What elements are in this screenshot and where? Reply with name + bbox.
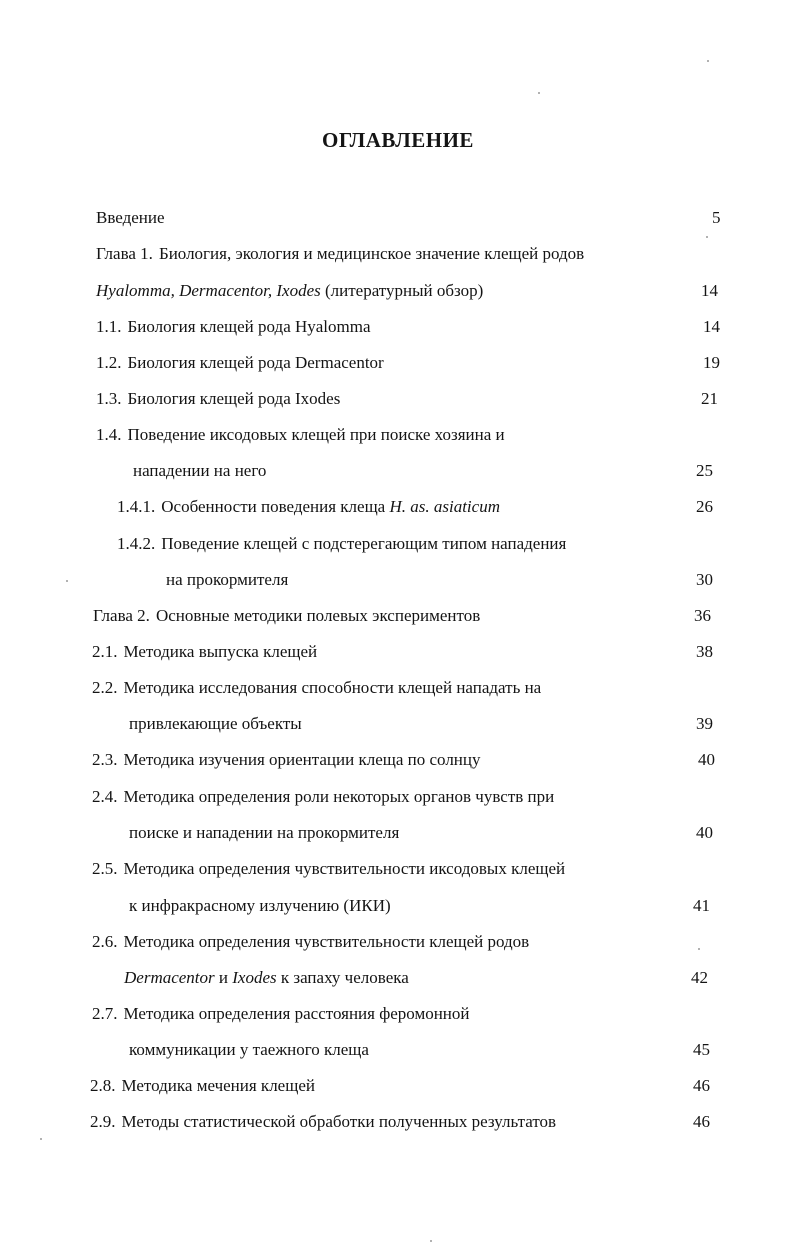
toc-entry-text: Основные методики полевых экспериментов xyxy=(155,606,481,625)
toc-entry-1-1[interactable] xyxy=(96,315,371,339)
toc-species-name: H. as. asiaticum xyxy=(389,497,500,516)
scan-speck xyxy=(66,580,68,582)
toc-entry-number: 2.8. xyxy=(90,1076,116,1095)
toc-entry-number: 2.9. xyxy=(90,1112,116,1131)
toc-page-number: 40 xyxy=(696,823,713,842)
toc-entry-2-2[interactable] xyxy=(92,676,541,700)
toc-genus-name: Dermacentor xyxy=(124,968,215,987)
scan-speck xyxy=(706,236,708,238)
toc-entry-number: 1.4.1. xyxy=(117,497,156,516)
toc-entry-text: (литературный обзор) xyxy=(320,281,484,300)
toc-page-number: 30 xyxy=(696,570,713,589)
toc-entry-1-4[interactable] xyxy=(96,423,505,447)
toc-entry-2-6[interactable] xyxy=(92,930,529,954)
toc-page-number: 14 xyxy=(703,317,720,336)
toc-genus-name: Ixodes xyxy=(232,968,277,987)
toc-entry-2-2-continued xyxy=(129,712,302,736)
toc-entry-text: Биология клещей рода Hyalomma xyxy=(127,317,371,336)
toc-entry-text: Поведение клещей с подстерегающим типом нападения xyxy=(161,534,567,553)
toc-entry-1-4-2-continued xyxy=(166,568,288,592)
toc-entry-2-9[interactable] xyxy=(90,1110,556,1134)
toc-entry-number: 2.4. xyxy=(92,787,118,806)
toc-entry-chapter-2[interactable] xyxy=(93,604,480,628)
toc-entry-text: Методика мечения клещей xyxy=(121,1076,315,1095)
toc-page-number: 26 xyxy=(696,497,713,516)
toc-entry-2-4-continued xyxy=(129,821,399,845)
toc-entry-number: 1.1. xyxy=(96,317,122,336)
toc-entry-intro[interactable] xyxy=(96,206,165,230)
page-title: ОГЛАВЛЕНИЕ xyxy=(322,128,474,152)
toc-entry-2-8[interactable] xyxy=(90,1074,315,1098)
toc-entry-number: 1.3. xyxy=(96,389,122,408)
toc-entry-text: к запаху человека xyxy=(276,968,409,987)
toc-entry-text: Методика определения чувствительности иксодовых клещей xyxy=(123,859,566,878)
toc-entry-text: Методика исследования способности клещей нападать на xyxy=(123,678,542,697)
toc-page-number: 21 xyxy=(701,389,718,408)
toc-entry-text: Поведение иксодовых клещей при поиске хозяина и xyxy=(127,425,505,444)
toc-page-number: 19 xyxy=(703,353,720,372)
scan-speck xyxy=(707,60,709,62)
toc-entry-number: Глава 2. xyxy=(93,606,150,625)
toc-page-number: 38 xyxy=(696,642,713,661)
toc-entry-chapter-1[interactable] xyxy=(96,242,584,266)
toc-entry-text: Методы статистической обработки полученных результатов xyxy=(121,1112,557,1131)
toc-page-number: 45 xyxy=(693,1040,710,1059)
toc-entry-2-3[interactable] xyxy=(92,748,481,772)
toc-entry-1-4-1[interactable] xyxy=(117,495,500,519)
toc-entry-text: Методика выпуска клещей xyxy=(123,642,318,661)
toc-page-number: 14 xyxy=(701,281,718,300)
toc-entry-number: 2.6. xyxy=(92,932,118,951)
toc-entry-text: Биология клещей рода Ixodes xyxy=(127,389,341,408)
toc-entry-1-2[interactable] xyxy=(96,351,384,375)
toc-entry-number: 2.3. xyxy=(92,750,118,769)
toc-entry-1-3[interactable] xyxy=(96,387,340,411)
toc-entry-text: Введение xyxy=(96,208,165,227)
toc-entry-text: Методика определения роли некоторых органов чувств при xyxy=(123,787,555,806)
toc-entry-text: коммуникации у таежного клеща xyxy=(129,1040,369,1059)
toc-entry-text: Особенности поведения клеща xyxy=(161,497,390,516)
toc-entry-2-5-continued xyxy=(129,894,391,918)
toc-page-number: 25 xyxy=(696,461,713,480)
toc-page-number: 41 xyxy=(693,896,710,915)
toc-entry-number: Глава 1. xyxy=(96,244,153,263)
toc-entry-number: 1.4.2. xyxy=(117,534,156,553)
toc-entry-text: Методика изучения ориентации клеща по солнцу xyxy=(123,750,481,769)
toc-page-number: 36 xyxy=(694,606,711,625)
toc-entry-text: Биология клещей рода Dermacentor xyxy=(127,353,384,372)
toc-genus-names: Hyalomma, Dermacentor, Ixodes xyxy=(96,281,321,300)
toc-entry-text: нападении на него xyxy=(133,461,267,480)
toc-entry-2-6-continued xyxy=(124,966,409,990)
scan-speck xyxy=(40,1138,42,1140)
toc-entry-text: Биология, экология и медицинское значение клещей родов xyxy=(158,244,585,263)
toc-entry-2-7[interactable] xyxy=(92,1002,470,1026)
toc-entry-text: на прокормителя xyxy=(166,570,289,589)
toc-entry-chapter-1-continued xyxy=(96,279,483,303)
toc-page-number: 46 xyxy=(693,1112,710,1131)
toc-page-number: 46 xyxy=(693,1076,710,1095)
toc-entry-text: и xyxy=(214,968,233,987)
toc-page-number: 5 xyxy=(712,208,721,227)
toc-page-number: 42 xyxy=(691,968,708,987)
toc-page-number: 39 xyxy=(696,714,713,733)
toc-entry-number: 2.1. xyxy=(92,642,118,661)
toc-entry-text: привлекающие объекты xyxy=(129,714,302,733)
toc-entry-1-4-2[interactable] xyxy=(117,532,566,556)
toc-entry-2-5[interactable] xyxy=(92,857,565,881)
toc-entry-2-7-continued xyxy=(129,1038,369,1062)
toc-entry-number: 2.2. xyxy=(92,678,118,697)
scan-speck xyxy=(430,1240,432,1242)
toc-entry-2-4[interactable] xyxy=(92,785,554,809)
toc-entry-number: 2.7. xyxy=(92,1004,118,1023)
toc-page-number: 40 xyxy=(698,750,715,769)
toc-entry-number: 2.5. xyxy=(92,859,118,878)
toc-entry-number: 1.4. xyxy=(96,425,122,444)
scan-speck xyxy=(698,948,700,950)
scan-speck xyxy=(538,92,540,94)
toc-entry-1-4-continued xyxy=(133,459,266,483)
toc-entry-text: Методика определения расстояния феромонной xyxy=(123,1004,470,1023)
toc-entry-number: 1.2. xyxy=(96,353,122,372)
toc-entry-text: Методика определения чувствительности клещей родов xyxy=(123,932,530,951)
toc-entry-text: к инфракрасному излучению (ИКИ) xyxy=(129,896,391,915)
toc-entry-2-1[interactable] xyxy=(92,640,317,664)
toc-entry-text: поиске и нападении на прокормителя xyxy=(129,823,400,842)
